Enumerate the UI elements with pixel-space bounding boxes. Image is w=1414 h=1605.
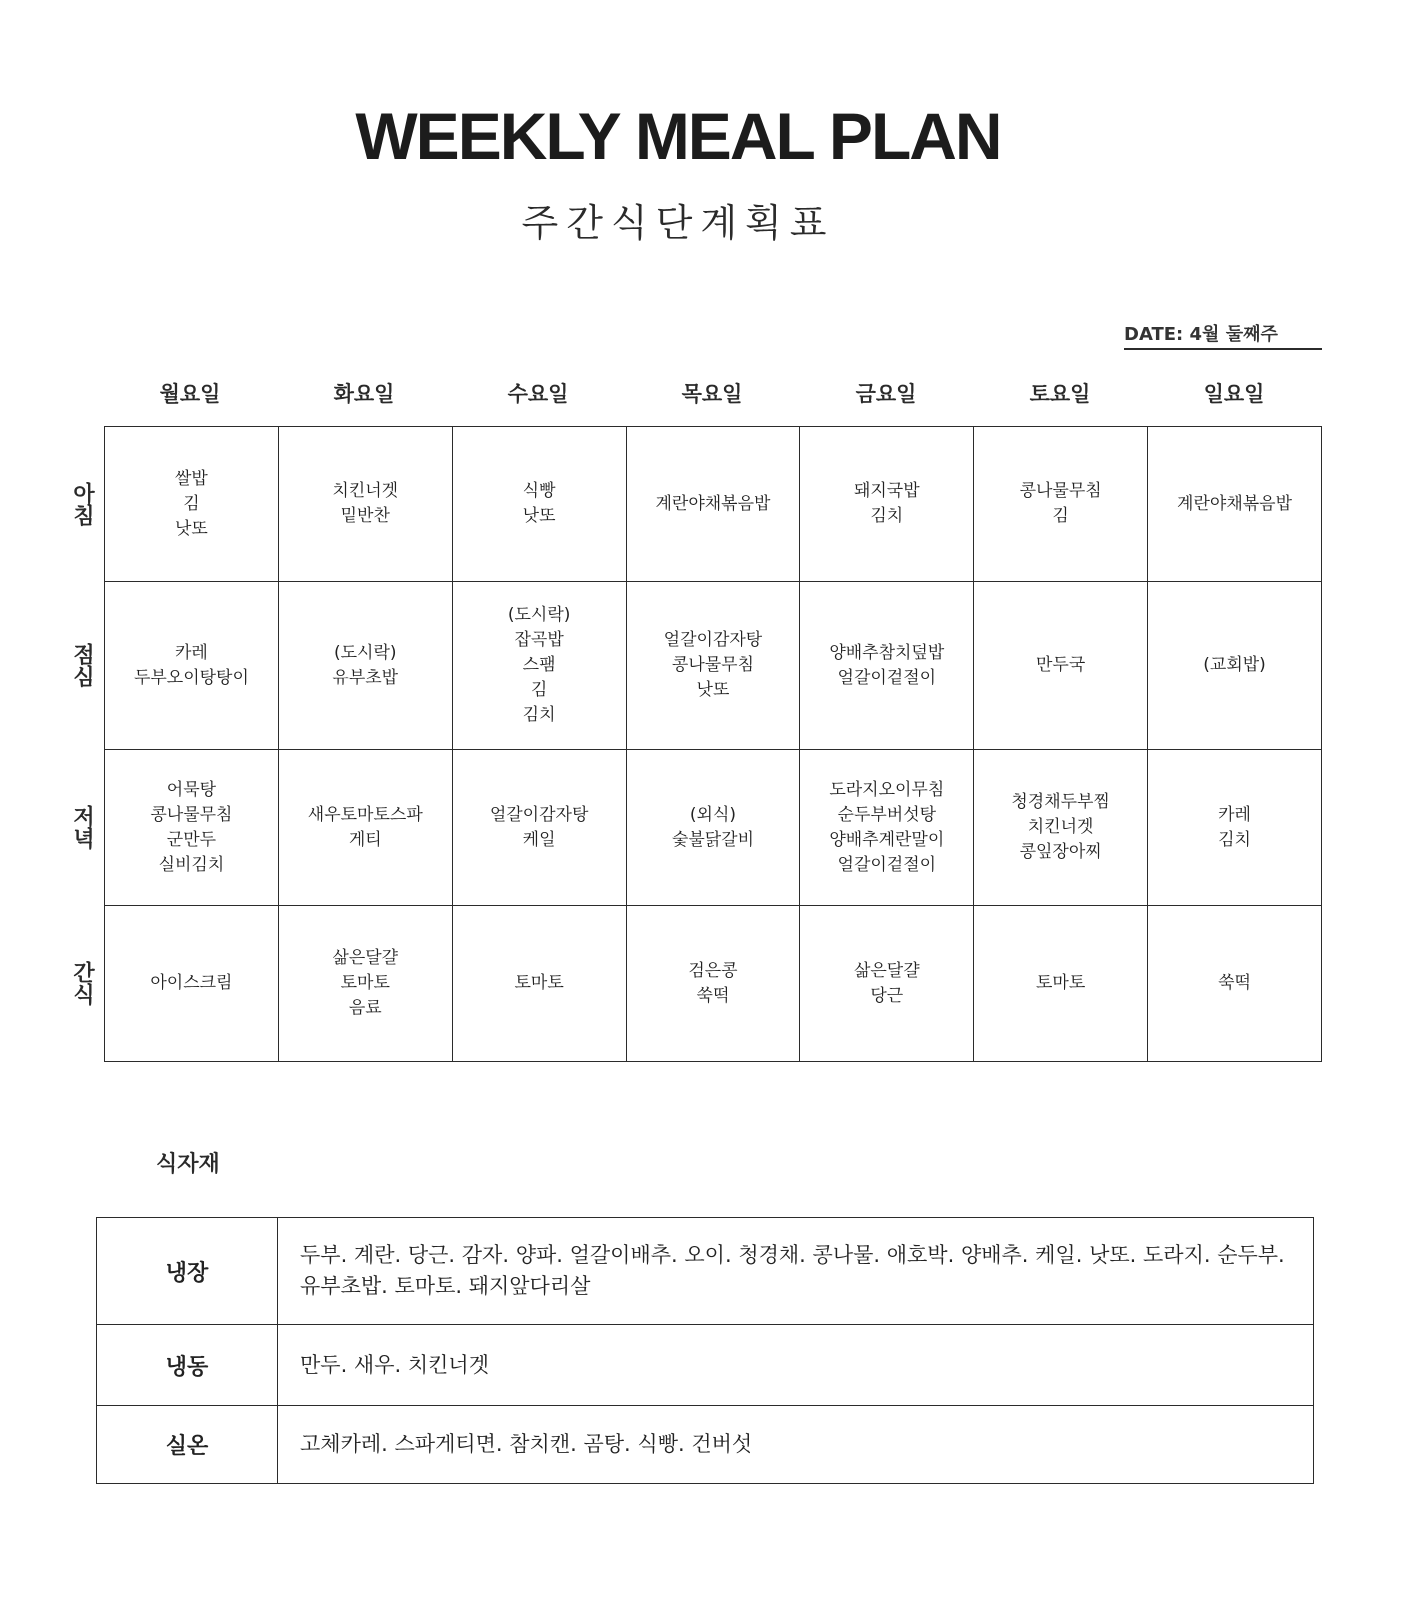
- meal-cell: 토마토: [974, 906, 1148, 1062]
- day-header-sun: 일요일: [1203, 382, 1265, 406]
- ingredients-row-fridge: [97, 1218, 1314, 1325]
- meal-cell: 얼갈이감자탕 케일: [452, 750, 626, 906]
- ingredients-category: 실온: [97, 1406, 278, 1484]
- meal-cell: 만두국: [974, 582, 1148, 750]
- meal-row-snack: [105, 906, 1322, 1062]
- meal-label-snack: 간식: [69, 961, 95, 1005]
- meal-cell: 삶은달걀 당근: [800, 906, 974, 1062]
- meal-label-lunch: 점심: [69, 643, 95, 687]
- meal-label-breakfast: 아침: [69, 481, 95, 526]
- meal-cell: 계란야채볶음밥: [626, 427, 800, 582]
- meal-cell: 쑥떡: [1148, 906, 1322, 1062]
- meal-plan-table: [104, 426, 1322, 1062]
- ingredients-row-pantry: [97, 1406, 1314, 1484]
- meal-cell: 어묵탕 콩나물무침 군만두 실비김치: [105, 750, 279, 906]
- ingredients-category: 냉동: [97, 1325, 278, 1406]
- page-title: WEEKLY MEAL PLAN: [355, 99, 1001, 173]
- meal-label-column: [60, 426, 104, 1064]
- meal-cell: 콩나물무침 김: [974, 427, 1148, 582]
- meal-cell: 청경채두부찜 치킨너겟 콩잎장아찌: [974, 750, 1148, 906]
- meal-cell: 검은콩 쑥떡: [626, 906, 800, 1062]
- ingredients-list: 고체카레. 스파게티면. 참치캔. 곰탕. 식빵. 건버섯: [278, 1406, 1314, 1484]
- day-header-mon: 월요일: [159, 382, 221, 406]
- ingredients-table: [96, 1217, 1314, 1484]
- meal-cell: 식빵 낫또: [452, 427, 626, 582]
- ingredients-row-freezer: [97, 1325, 1314, 1406]
- page-subtitle: 주간식단계획표: [521, 201, 835, 245]
- meal-cell: 도라지오이무침 순두부버섯탕 양배추계란말이 얼갈이겉절이: [800, 750, 974, 906]
- ingredients-list: 두부. 계란. 당근. 감자. 양파. 얼갈이배추. 오이. 청경채. 콩나물. 애호박. 양배추. 케일. 낫또. 도라지. 순두부. 유부초밥. 토마토. 돼지앞다리살: [278, 1218, 1314, 1325]
- meal-cell: (도시락) 잡곡밥 스팸 김 김치: [452, 582, 626, 750]
- ingredients-heading: 식자재: [156, 1152, 220, 1177]
- day-header-row: [103, 374, 1321, 414]
- meal-cell: 토마토: [452, 906, 626, 1062]
- meal-cell: 양배추참치덮밥 얼갈이겉절이: [800, 582, 974, 750]
- meal-cell: 카레 김치: [1148, 750, 1322, 906]
- meal-cell: (교회밥): [1148, 582, 1322, 750]
- meal-row-breakfast: [105, 427, 1322, 582]
- meal-cell: 쌀밥 김 낫또: [105, 427, 279, 582]
- meal-cell: (도시락) 유부초밥: [278, 582, 452, 750]
- meal-cell: (외식) 숯불닭갈비: [626, 750, 800, 906]
- day-header-wed: 수요일: [507, 382, 569, 406]
- meal-cell: 새우토마토스파 게티: [278, 750, 452, 906]
- day-header-fri: 금요일: [855, 382, 917, 406]
- date-field: DATE: 4월 둘째주: [1124, 322, 1322, 350]
- meal-cell: 카레 두부오이탕탕이: [105, 582, 279, 750]
- day-header-sat: 토요일: [1029, 382, 1091, 406]
- ingredients-category: 냉장: [97, 1218, 278, 1325]
- day-header-thu: 목요일: [681, 382, 743, 406]
- meal-cell: 치킨너겟 밑반찬: [278, 427, 452, 582]
- meal-cell: 삶은달걀 토마토 음료: [278, 906, 452, 1062]
- ingredients-list: 만두. 새우. 치킨너겟: [278, 1325, 1314, 1406]
- meal-row-lunch: [105, 582, 1322, 750]
- meal-label-dinner: 저녁: [69, 805, 95, 849]
- meal-cell: 계란야채볶음밥: [1148, 427, 1322, 582]
- meal-row-dinner: [105, 750, 1322, 906]
- day-header-tue: 화요일: [333, 382, 395, 406]
- meal-cell: 돼지국밥 김치: [800, 427, 974, 582]
- meal-cell: 아이스크림: [105, 906, 279, 1062]
- meal-cell: 얼갈이감자탕 콩나물무침 낫또: [626, 582, 800, 750]
